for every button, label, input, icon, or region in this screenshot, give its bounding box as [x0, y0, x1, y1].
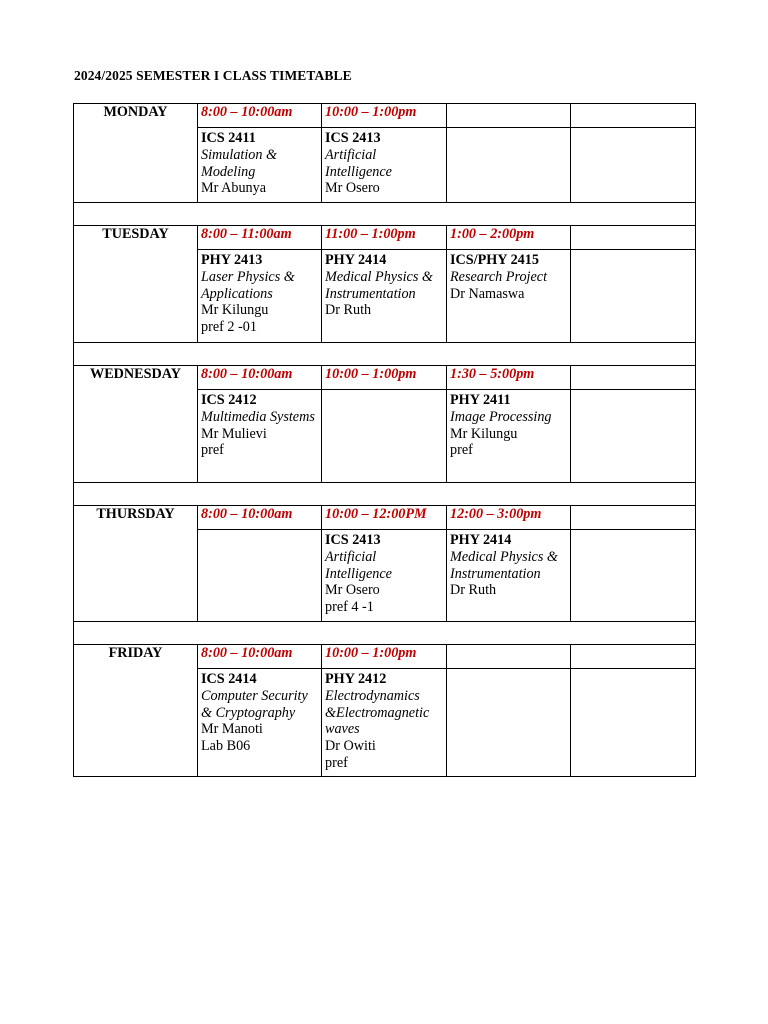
lecturer-name: Mr Abunya — [201, 180, 267, 197]
course-title: Artificial Intelligence — [325, 146, 392, 180]
class-cell — [322, 390, 447, 483]
spacer-cell — [74, 622, 696, 645]
course-code: ICS 2412 — [201, 392, 257, 408]
class-cell — [571, 250, 696, 343]
class-cell — [447, 669, 571, 777]
time-row — [74, 645, 696, 669]
course-title: Medical Physics & Instrumentation — [325, 268, 433, 302]
class-cell — [198, 128, 322, 203]
course-code: ICS 2414 — [201, 671, 257, 687]
lecturer-name: Mr Osero — [325, 582, 380, 599]
day-label: WEDNESDAY — [74, 366, 198, 483]
class-cell — [447, 250, 571, 343]
venue: pref — [325, 754, 348, 771]
class-cell — [198, 530, 322, 622]
time-slot: 8:00 – 11:00am — [198, 226, 322, 250]
spacer-row — [74, 622, 696, 645]
time-slot — [571, 645, 696, 669]
class-cell — [447, 530, 571, 622]
course-code: PHY 2414 — [450, 532, 512, 548]
time-slot: 10:00 – 1:00pm — [322, 366, 447, 390]
lecturer-name: Mr Mulievi — [201, 425, 267, 442]
time-slot — [571, 366, 696, 390]
spacer-cell — [74, 343, 696, 366]
lecturer-name: Mr Kilungu — [450, 425, 518, 442]
time-slot: 10:00 – 12:00PM — [322, 506, 447, 530]
timetable — [73, 103, 696, 777]
course-title: Multimedia Systems — [201, 408, 315, 425]
time-slot: 8:00 – 10:00am — [198, 366, 322, 390]
course-code: PHY 2411 — [450, 392, 511, 408]
time-row — [74, 506, 696, 530]
class-cell — [322, 530, 447, 622]
lecturer-name: Dr Ruth — [450, 582, 497, 599]
class-cell — [322, 669, 447, 777]
time-slot — [447, 645, 571, 669]
course-code: PHY 2412 — [325, 671, 387, 687]
course-code: ICS 2411 — [201, 130, 256, 146]
day-label: MONDAY — [74, 104, 198, 203]
page-title: 2024/2025 SEMESTER I CLASS TIMETABLE — [74, 68, 352, 83]
time-slot: 8:00 – 10:00am — [198, 645, 322, 669]
time-slot: 11:00 – 1:00pm — [322, 226, 447, 250]
time-slot: 1:00 – 2:00pm — [447, 226, 571, 250]
spacer-cell — [74, 203, 696, 226]
course-code: ICS/PHY 2415 — [450, 252, 539, 268]
lecturer-name: Dr Namaswa — [450, 285, 525, 302]
course-title: Computer Security & Cryptography — [201, 687, 308, 721]
course-title: Artificial Intelligence — [325, 548, 392, 582]
time-slot: 10:00 – 1:00pm — [322, 645, 447, 669]
class-cell — [322, 128, 447, 203]
time-slot: 8:00 – 10:00am — [198, 104, 322, 128]
venue: Lab B06 — [201, 738, 251, 755]
class-cell — [571, 669, 696, 777]
venue: pref — [450, 442, 473, 459]
time-slot — [571, 104, 696, 128]
lecturer-name: Mr Kilungu — [201, 302, 269, 319]
course-title: Research Project — [450, 268, 548, 285]
class-cell — [447, 390, 571, 483]
lecturer-name: Mr Osero — [325, 180, 380, 197]
course-title: Image Processing — [450, 408, 552, 425]
venue: pref — [201, 442, 224, 459]
spacer-row — [74, 343, 696, 366]
spacer-row — [74, 203, 696, 226]
venue: pref 2 -01 — [201, 319, 257, 336]
time-slot — [447, 104, 571, 128]
class-cell — [571, 530, 696, 622]
time-slot: 8:00 – 10:00am — [198, 506, 322, 530]
class-cell — [322, 250, 447, 343]
time-row — [74, 104, 696, 128]
class-cell — [198, 669, 322, 777]
time-slot: 12:00 – 3:00pm — [447, 506, 571, 530]
course-code: PHY 2414 — [325, 252, 387, 268]
course-code: ICS 2413 — [325, 130, 381, 146]
spacer-cell — [74, 483, 696, 506]
lecturer-name: Mr Manoti — [201, 721, 263, 738]
course-code: PHY 2413 — [201, 252, 263, 268]
time-slot — [571, 506, 696, 530]
time-row — [74, 366, 696, 390]
day-label: THURSDAY — [74, 506, 198, 622]
time-slot — [571, 226, 696, 250]
course-title: Medical Physics & Instrumentation — [450, 548, 558, 582]
time-row — [74, 226, 696, 250]
time-slot: 10:00 – 1:00pm — [322, 104, 447, 128]
class-cell — [571, 128, 696, 203]
time-slot: 1:30 – 5:00pm — [447, 366, 571, 390]
day-label: FRIDAY — [74, 645, 198, 777]
course-code: ICS 2413 — [325, 532, 381, 548]
day-label: TUESDAY — [74, 226, 198, 343]
course-title: Electrodynamics &Electromagnetic waves — [325, 687, 430, 738]
class-cell — [447, 128, 571, 203]
spacer-row — [74, 483, 696, 506]
lecturer-name: Dr Ruth — [325, 302, 372, 319]
class-cell — [198, 250, 322, 343]
venue: pref 4 -1 — [325, 599, 374, 616]
course-title: Simulation & Modeling — [201, 146, 278, 180]
class-cell — [198, 390, 322, 483]
class-cell — [571, 390, 696, 483]
lecturer-name: Dr Owiti — [325, 738, 376, 755]
course-title: Laser Physics & Applications — [201, 268, 295, 302]
